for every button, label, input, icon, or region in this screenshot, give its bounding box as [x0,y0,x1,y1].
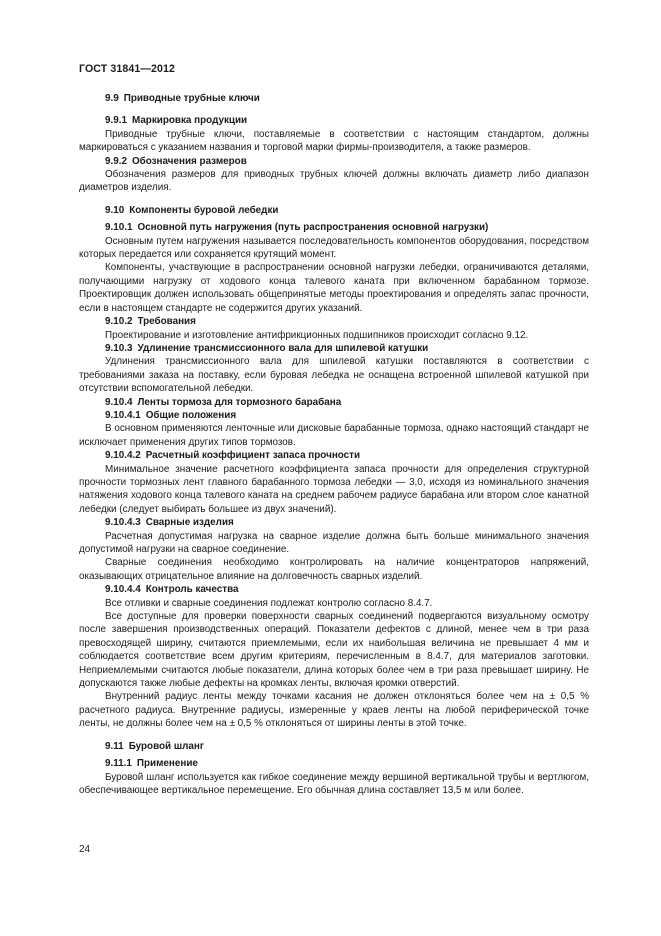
section-title: Приводные трубные ключи [123,93,260,104]
section-title: Удлинение трансмиссионного вала для шпилевой катушки [137,342,429,354]
section-number: 9.9 [105,93,119,104]
section-heading-9-11-1 [79,757,589,770]
section-heading-9-11 [79,740,589,753]
paragraph: Проектирование и изготовление антифрикционных подшипников происходит согласно 9.12. [105,329,529,341]
section-number: 9.10.2 [105,316,133,328]
section-heading-9-10-4-3 [79,516,589,529]
paragraph: Компоненты, участвующие в распространении основной нагрузки лебедки, ограничиваются деталями, получающими нагрузку от ходового конца талевого каната при включенном барабанном тормозе. Проектировщик должен использовать общепринятые методы проектирования и определять запас прочности, если в настоящем стандарте не содержится других указаний. [79,262,589,314]
paragraph: Приводные трубные ключи, поставляемые в соответствии с настоящим стандартом, должны маркироваться с указанием названия и торговой марки фирмы-производителя, а также размеров. [79,128,589,154]
paragraph: Обозначения размеров для приводных трубных ключей должны включать диаметр либо диапазон диаметров изделия. [79,169,589,194]
paragraph: Буровой шланг используется как гибкое соединение между вершиной вертикальной трубы и вертлюгом, обеспечивающее вертикальное перемещение. Его обычная длина составляет 13,5 м или более. [79,771,589,796]
section-title: Маркировка продукции [131,115,248,127]
section-heading-9-10-4-2 [79,449,589,462]
section-title: Контроль качества [145,584,239,596]
section-heading-9-9 [79,92,589,105]
section-title: Буровой шланг [128,740,204,752]
section-heading-9-10-1 [79,221,589,234]
section-heading-9-10-4 [79,396,589,409]
section-heading-9-10-4-4 [79,583,589,596]
section-title: Требования [137,316,196,328]
section-title: Компоненты буровой лебедки [129,204,279,216]
page-number: 24 [79,844,91,855]
section-number: 9.10.1 [105,222,133,234]
section-number: 9.10.4.2 [105,450,141,462]
section-heading-9-9-2 [79,155,589,168]
section-title: Обозначения размеров [131,155,247,167]
section-heading-9-10-2 [79,315,589,328]
paragraph: Расчетная допустимая нагрузка на сварное изделие должна быть больше минимального значения допустимой нагрузки на сварное соединение. [79,530,589,555]
paragraph: Минимальное значение расчетного коэффициента запаса прочности для определения структурной прочности тормозных лент главного барабанного тормоза лебедки — 3,0, исходя из номинального значения натяжения ходового конца талевого каната на среднем рабочем радиусе барабана или втором слое канатной лебедки (следует выбирать большее из двух значений). [79,463,589,515]
section-number: 9.10.4.4 [105,584,141,596]
section-title: Общие положения [145,409,237,421]
section-title: Ленты тормоза для тормозного барабана [137,396,342,408]
section-heading-9-9-1 [79,114,589,127]
section-heading-9-10-4-1 [79,409,589,422]
section-number: 9.11 [105,740,124,752]
paragraph: Все доступные для проверки поверхности сварных соединений подвергаются визуальному осмотру после завершения производственных операций. Показатели дефектов с длиной, менее чем в три раза превосходящей ширину, считаются приемлемыми, если их наибольшая величина не превышает 4 мм и соблюдается соответствие всем другим критериям, перечисленным в 8.4.7, для материалов заготовки. Неприемлемыми считаются любые показатели, длина которых более чем в три раза превышает ширину. Не допускаются также любые дефекты на кромках ленты, включая кромки отверстий. [79,611,589,690]
section-title: Сварные изделия [145,517,234,529]
paragraph: В основном применяются ленточные или дисковые барабанные тормоза, однако настоящий стандарт не исключает применения других типов тормозов. [79,423,589,448]
document-code-header: ГОСТ 31841—2012 [79,63,176,75]
section-title: Основной путь нагружения (путь распространения основной нагрузки) [137,222,489,234]
section-heading-9-10-3 [79,342,589,355]
section-title: Расчетный коэффициент запаса прочности [145,450,361,462]
section-number: 9.10.4 [105,396,133,408]
section-title: Применение [136,758,198,770]
paragraph: Удлинения трансмиссионного вала для шпилевой катушки поставляются в соответствии с требованиями заказа на поставку, если буровая лебедка не оснащена встроенной шпилевой катушкой при отсутствии вспомогательной лебедки. [79,356,589,395]
section-heading-9-10 [79,204,589,217]
section-number: 9.9.2 [105,155,127,167]
paragraph: Основным путем нагружения называется последовательность компонентов оборудования, посредством которых передается или сохраняется крутящий момент. [79,235,589,261]
section-number: 9.10.4.3 [105,517,141,529]
paragraph: Все отливки и сварные соединения подлежат контролю согласно 8.4.7. [105,597,433,609]
section-number: 9.9.1 [105,115,127,127]
document-body [79,92,589,797]
section-number: 9.11.1 [105,758,132,770]
paragraph: Сварные соединения необходимо контролировать на наличие концентраторов напряжений, оказывающих отрицательное влияние на долговечность сварных изделий. [79,557,589,582]
section-number: 9.10.3 [105,342,133,354]
paragraph: Внутренний радиус ленты между точками касания не должен отклоняться более чем на ± 0,5 % расчетного радиуса. Внутренние радиусы, измеренные у краев ленты на любой периферической точке ленты, не должны более чем на ± 0,5 % отклоняться от ширины ленты в этой точке. [79,691,589,730]
section-number: 9.10 [105,204,125,216]
section-number: 9.10.4.1 [105,409,141,421]
